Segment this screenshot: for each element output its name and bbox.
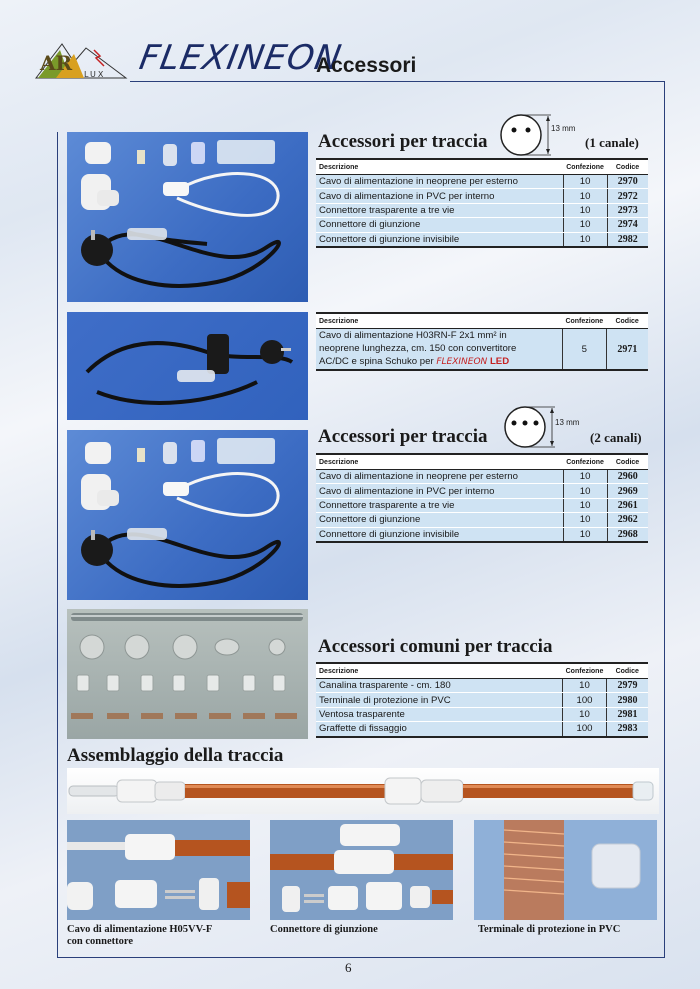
accessories-table-2-channels [316,453,648,543]
column-header-confezione: Confezione [562,313,606,329]
frame-line-right [664,81,665,957]
row-codice: 2974 [607,218,648,232]
row-confezione: 100 [563,693,607,707]
row-description: Cavo di alimentazione in PVC per interno [316,484,563,498]
dimension-label-1-channel: 13 mm [551,124,576,133]
row-description: Cavo di alimentazione in neoprene per esterno [316,175,563,189]
accessories-photo-1-channel [67,132,308,302]
row-codice: 2971 [606,329,648,371]
row-confezione: 10 [563,679,607,693]
description-line-1: Cavo di alimentazione H03RN-F 2x1 mm² in [319,330,507,341]
column-header-codice: Codice [607,454,648,470]
row-codice: 2979 [606,679,648,693]
caption-power-cable-line-1: Cavo di alimentazione H05VV-F [67,924,213,935]
svg-text:LUX: LUX [84,70,106,79]
row-codice: 2981 [606,707,648,721]
row-codice: 2962 [607,513,648,527]
row-description: Graffette di fissaggio [316,722,563,737]
profile-2-channels-diagram [500,405,560,450]
column-header-descrizione: Descrizione [316,159,563,175]
table-row [316,693,648,707]
column-header-descrizione: Descrizione [316,663,563,679]
row-confezione: 10 [563,513,607,527]
table-row [316,175,648,189]
table-row [316,484,648,498]
row-description: Connettore trasparente a tre vie [316,498,563,512]
row-description: Connettore di giunzione invisibile [316,232,563,247]
assembly-photo [67,768,659,814]
row-codice: 2980 [606,693,648,707]
row-codice: 2961 [607,498,648,512]
pvc-end-cap-photo [474,820,657,920]
flexineon-inline-logo: FLEXINEON [436,357,488,367]
accessories-table-common [316,662,648,738]
caption-pvc-end-cap: Terminale di protezione in PVC [478,924,621,935]
table-row [316,470,648,484]
row-codice: 2973 [607,203,648,217]
row-description: Ventosa trasparente [316,707,563,721]
table-row [316,722,648,737]
column-header-codice: Codice [607,159,648,175]
common-accessories-photo [67,609,308,739]
row-codice: 2983 [606,722,648,737]
row-codice: 2960 [607,470,648,484]
row-description: Connettore di giunzione invisibile [316,527,563,542]
column-header-codice: Codice [606,663,648,679]
channels-label-2-channels: (2 canali) [590,430,642,445]
row-description: Connettore trasparente a tre vie [316,203,563,217]
row-confezione: 100 [563,722,607,737]
led-label: LED [489,356,510,367]
table-row [316,329,648,371]
frame-line-bottom [57,957,665,958]
accessories-photo-2-channels [67,430,308,600]
row-description [316,329,562,371]
row-confezione: 10 [563,707,607,721]
table-row [316,498,648,512]
frame-line-left [57,132,58,958]
row-description: Canalina trasparente - cm. 180 [316,679,563,693]
dimension-label-2-channels: 13 mm [555,418,580,427]
row-confezione: 10 [563,189,607,203]
channels-label-1-channel: (1 canale) [585,135,639,150]
column-header-descrizione: Descrizione [316,454,563,470]
column-header-confezione: Confezione [563,663,607,679]
section-title-common: Accessori comuni per traccia [318,636,553,657]
frame-line-top [130,81,665,82]
column-header-codice: Codice [606,313,648,329]
column-header-confezione: Confezione [563,454,607,470]
section-title-2-channels: Accessori per traccia [318,426,488,447]
row-description: Connettore di giunzione [316,218,563,232]
assembly-title: Assemblaggio della traccia [67,745,284,766]
power-cable-connector-photo [67,820,250,920]
arlux-logo [34,40,129,80]
accessories-table-1-channel [316,158,648,248]
table-row [316,707,648,721]
description-line-2: neoprene lunghezza, cm. 150 con convertitore [319,343,517,354]
table-row [316,218,648,232]
section-title-1-channel: Accessori per traccia [318,131,488,152]
row-description: Terminale di protezione in PVC [316,693,563,707]
caption-junction-connector: Connettore di giunzione [270,924,378,935]
caption-power-cable-line-2: con connettore [67,936,133,947]
row-description: Connettore di giunzione [316,513,563,527]
svg-text:AR: AR [40,51,73,75]
table-row [316,232,648,247]
page-number: 6 [345,960,352,975]
row-confezione: 10 [563,203,607,217]
row-confezione: 10 [563,218,607,232]
row-confezione: 10 [563,484,607,498]
row-codice: 2969 [607,484,648,498]
brand-logo: FLEXINEON [136,38,345,78]
row-codice: 2968 [607,527,648,542]
row-confezione: 10 [563,175,607,189]
page-title: Accessori [316,54,417,77]
row-confezione: 10 [563,470,607,484]
column-header-confezione: Confezione [563,159,607,175]
row-codice: 2972 [607,189,648,203]
row-description: Cavo di alimentazione in PVC per interno [316,189,563,203]
description-line-3: AC/DC e spina Schuko per [319,356,434,367]
table-row [316,513,648,527]
table-row [316,203,648,217]
row-description: Cavo di alimentazione in neoprene per esterno [316,470,563,484]
row-confezione: 10 [563,498,607,512]
row-confezione: 5 [562,329,606,371]
row-confezione: 10 [563,232,607,247]
caption-power-cable [67,924,257,948]
junction-connector-photo [270,820,453,920]
column-header-descrizione: Descrizione [316,313,562,329]
table-row [316,527,648,542]
power-cable-photo [67,312,308,420]
profile-1-channel-diagram [496,113,556,158]
row-codice: 2982 [607,232,648,247]
row-confezione: 10 [563,527,607,542]
power-cable-table [316,312,648,371]
table-row [316,189,648,203]
row-codice: 2970 [607,175,648,189]
table-row [316,679,648,693]
